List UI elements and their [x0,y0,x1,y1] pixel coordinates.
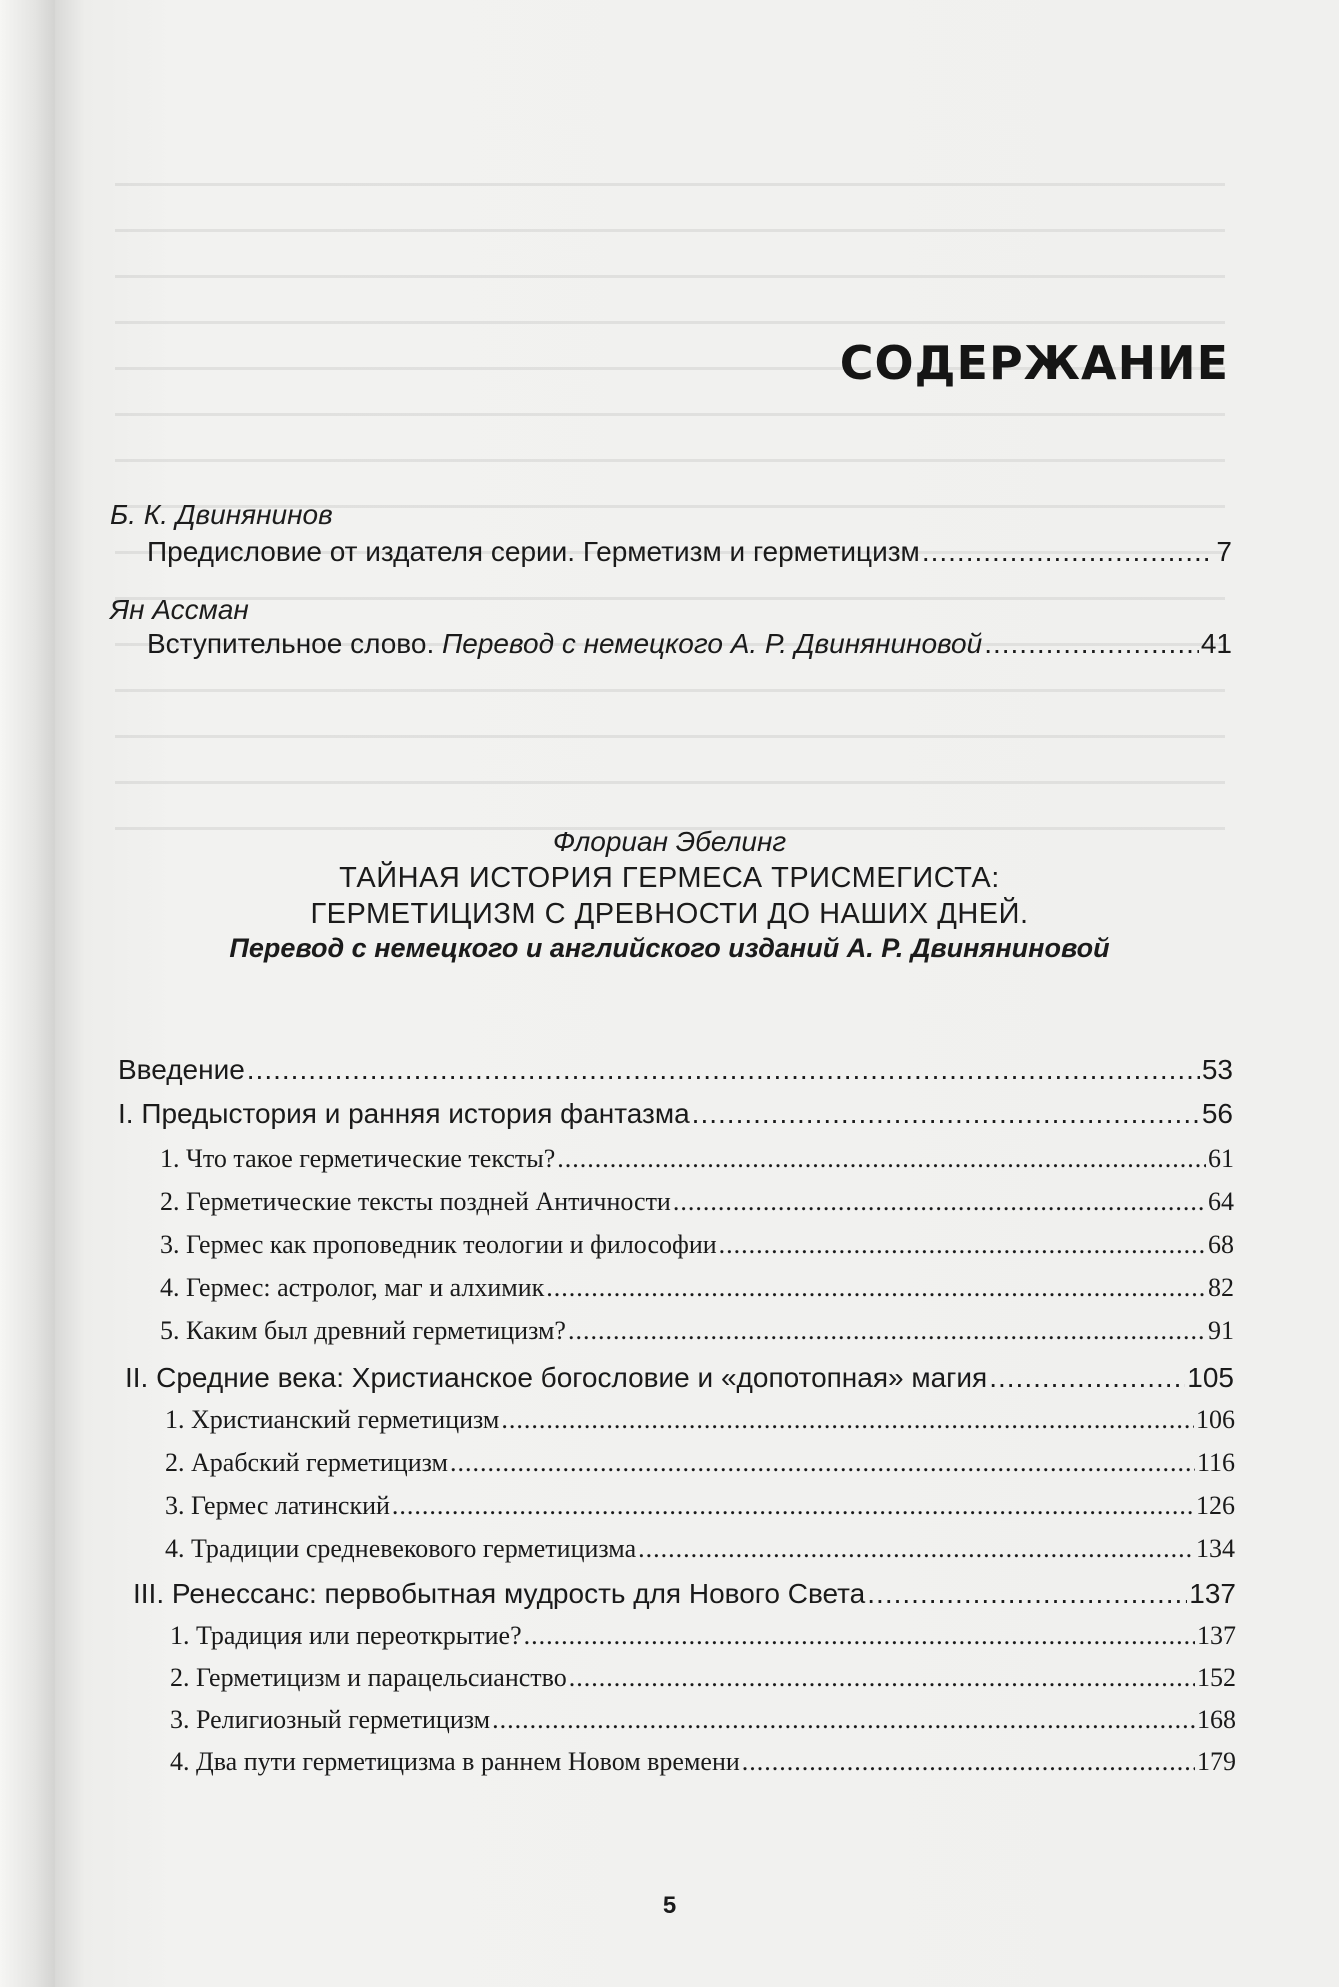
entry-page: 91 [1208,1316,1234,1345]
leader-dots [673,1187,1206,1217]
book-author: Флориан Эбелинг [552,826,787,857]
entry-page: 137 [1189,1578,1236,1609]
leader-dots [450,1448,1195,1478]
toc-section [170,1663,1236,1693]
entry-page: 106 [1196,1405,1235,1434]
entry-title: 4. Гермес: астролог, маг и алхимик [160,1273,545,1302]
leader-dots [557,1144,1206,1174]
leader-dots [989,1362,1185,1394]
leader-dots [742,1747,1195,1777]
entry-title: 3. Гермес латинский [165,1491,390,1520]
leader-dots [867,1578,1187,1610]
book-translation: Перевод с немецкого и английского изданий А. Р. Двиняниновой [229,933,1110,963]
entry-title: 2. Герметицизм и парацельсианство [170,1663,567,1692]
entry-title: Предисловие от издателя серии. Герметизм и герметицизм [147,536,920,567]
toc-chapter [118,1098,1233,1130]
entry-title: 4. Два пути герметицизма в раннем Новом времени [170,1747,740,1776]
book-title-line-1: ТАЙНАЯ ИСТОРИЯ ГЕРМЕСА ТРИСМЕГИСТА: [339,862,1000,894]
leader-dots [984,628,1199,660]
toc-section [160,1316,1234,1346]
leader-dots [546,1273,1206,1303]
toc-section [165,1534,1235,1564]
entry-page: 68 [1208,1230,1234,1259]
toc-section [160,1230,1234,1260]
leader-dots [392,1491,1194,1521]
entry-title: 3. Гермес как проповедник теологии и философии [160,1230,717,1259]
entry-page: 179 [1197,1747,1236,1776]
toc-chapter [133,1578,1236,1610]
contents-heading: СОДЕРЖАНИЕ [839,336,1229,390]
entry-title [147,628,982,660]
leader-dots [719,1230,1206,1260]
leader-dots [922,536,1215,568]
entry-title: 1. Христианский герметицизм [165,1405,500,1434]
entry-title: II. Средние века: Христианское богословие и «допотопная» магия [125,1362,988,1393]
toc-section [165,1448,1235,1478]
toc-section [165,1405,1235,1435]
entry-title-italic: Перевод с немецкого А. Р. Двиняниновой [442,628,983,659]
entry-title: 3. Религиозный герметицизм [170,1705,491,1734]
book-gutter [0,0,60,1987]
toc-entry [118,1054,1233,1086]
entry-page: 116 [1196,1448,1235,1477]
front-author-1: Б. К. Двинянинов [110,499,333,530]
entry-page: 105 [1187,1362,1234,1393]
entry-page: 134 [1196,1534,1235,1563]
leader-dots [568,1316,1206,1346]
toc-section [170,1621,1236,1651]
leader-dots [569,1663,1195,1693]
entry-title: 1. Традиция или переоткрытие? [170,1621,522,1650]
toc-section [170,1705,1236,1735]
entry-title: I. Предыстория и ранняя история фантазма [118,1098,690,1129]
front-entry-1 [147,536,1232,568]
toc-section [160,1273,1234,1303]
entry-title: Введение [118,1054,245,1085]
entry-page: 41 [1200,628,1232,659]
toc-section [160,1144,1234,1174]
entry-title: 1. Что такое герметические тексты? [160,1144,556,1173]
toc-section [165,1491,1235,1521]
entry-page: 126 [1196,1491,1235,1520]
book-title-line-2: ГЕРМЕТИЦИЗМ С ДРЕВНОСТИ ДО НАШИХ ДНЕЙ. [310,898,1029,930]
entry-page: 152 [1197,1663,1236,1692]
leader-dots [692,1098,1200,1130]
entry-page: 168 [1197,1705,1236,1734]
toc-section [160,1187,1234,1217]
leader-dots [524,1621,1195,1651]
entry-title: 4. Традиции средневекового герметицизма [165,1534,637,1563]
front-author-2: Ян Ассман [110,594,249,625]
entry-page: 64 [1208,1187,1234,1216]
leader-dots [638,1534,1194,1564]
entry-title: III. Ренессанс: первобытная мудрость для Нового Света [133,1578,866,1609]
leader-dots [492,1705,1195,1735]
entry-title: 2. Герметические тексты поздней Античности [160,1187,671,1216]
toc-chapter [125,1362,1234,1394]
entry-title-plain: Вступительное слово. [147,628,442,659]
toc-section [170,1747,1236,1777]
entry-page: 56 [1201,1098,1233,1129]
front-entry-2 [147,628,1232,660]
leader-dots [501,1405,1194,1435]
entry-title: 2. Арабский герметицизм [165,1448,448,1477]
entry-title: 5. Каким был древний герметицизм? [160,1316,566,1345]
leader-dots [247,1054,1200,1086]
entry-page: 137 [1197,1621,1236,1650]
entry-page: 82 [1208,1273,1234,1302]
page-number: 5 [662,1892,677,1919]
entry-page: 7 [1216,536,1232,567]
entry-page: 61 [1208,1144,1234,1173]
entry-page: 53 [1201,1054,1233,1085]
